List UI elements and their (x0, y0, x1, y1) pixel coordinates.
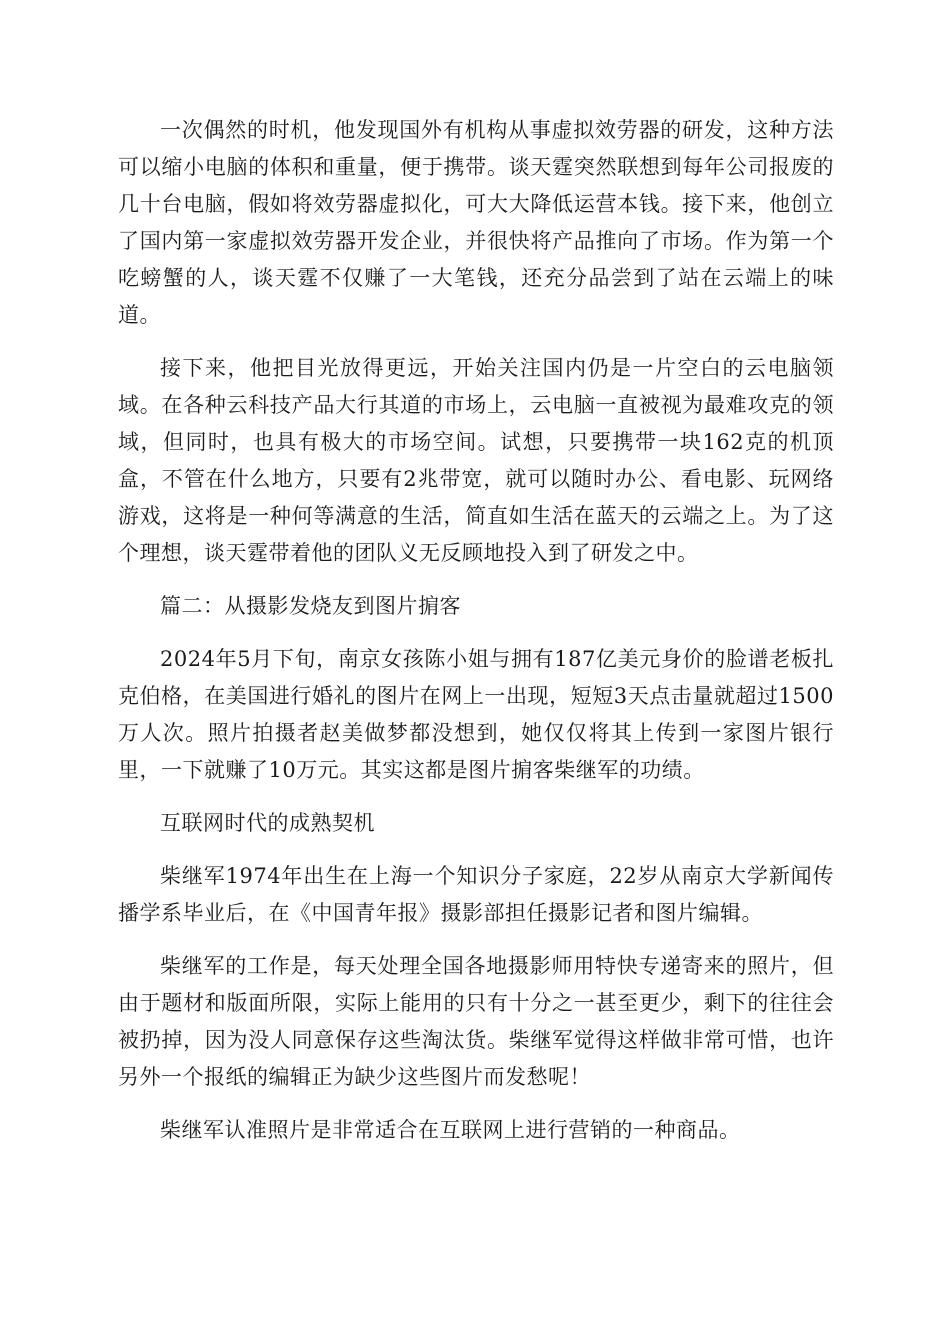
document-body (118, 112, 834, 1165)
paragraph-virtual-server: 一次偶然的时机，他发现国外有机构从事虚拟效劳器的研发，这种方法可以缩小电脑的体积和重量，便于携带。谈天霆突然联想到每年公司报废的几十台电脑，假如将效劳器虚拟化，可大大降低运营本钱。接下来，他创立了国内第一家虚拟效劳器开发企业，并很快将产品推向了市场。作为第一个吃螃蟹的人，谈天霆不仅赚了一大笔钱，还充分品尝到了站在云端上的味道。 (118, 118, 834, 327)
subheading-internet-era: 互联网时代的成熟契机 (160, 811, 375, 835)
paragraph-wedding-photo: 2024年5月下旬，南京女孩陈小姐与拥有187亿美元身价的脸谱老板扎克伯格，在美国进行婚礼的图片在网上一出现，短短3天点击量就超过1500万人次。照片拍摄者赵美做梦都没想到，她仅仅将其上传到一家图片银行里，一下就赚了10万元。其实这都是图片掮客柴继军的功绩。 (118, 647, 834, 782)
section-heading-part-two: 篇二：从摄影发烧友到图片掮客 (160, 594, 461, 618)
paragraph-biography: 柴继军1974年出生在上海一个知识分子家庭，22岁从南京大学新闻传播学系毕业后，在《中国青年报》摄影部担任摄影记者和图片编辑。 (118, 864, 834, 925)
paragraph-daily-work: 柴继军的工作是，每天处理全国各地摄影师用特快专递寄来的照片，但由于题材和版面所限，实际上能用的只有十分之一甚至更少，剩下的往往会被扔掉，因为没人同意保存这些淘汰货。柴继军觉得这样做非常可惜，也许另外一个报纸的编辑正为缺少这些图片而发愁呢！ (118, 954, 834, 1089)
paragraph-photo-commodity: 柴继军认准照片是非常适合在互联网上进行营销的一种商品。 (160, 1118, 741, 1142)
paragraph-cloud-computer: 接下来，他把目光放得更远，开始关注国内仍是一片空白的云电脑领域。在各种云科技产品大行其道的市场上，云电脑一直被视为最难攻克的领域，但同时，也具有极大的市场空间。试想，只要携带一块162克的机顶盒，不管在什么地方，只要有2兆带宽，就可以随时办公、看电影、玩网络游戏，这将是一种何等满意的生活，简直如生活在蓝天的云端之上。为了这个理想，谈天霆带着他的团队义无反顾地投入到了研发之中。 (118, 356, 834, 565)
